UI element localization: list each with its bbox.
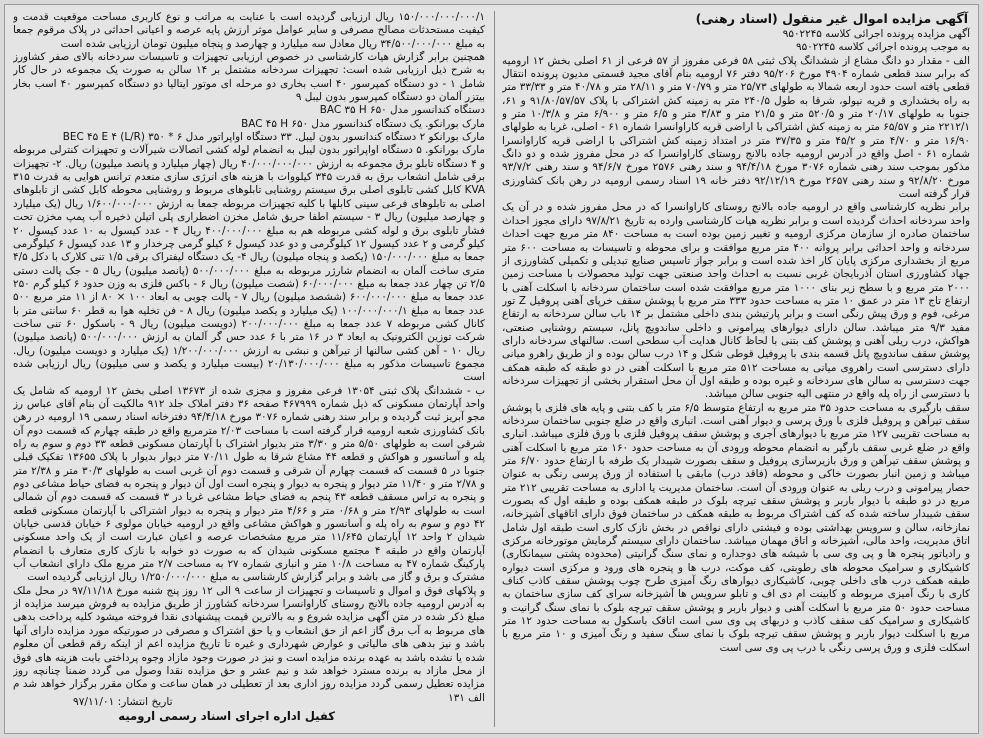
condenser-model-line-2: مارک بورانکو. یک دستگاه کندانسور مدل BAC ۴۵ H ۶۵۰ <box>241 117 485 130</box>
condenser-model-line: دستگاه کندانسور مدل BAC ۳۵ H ۶۵۰ <box>319 104 485 117</box>
newspaper-clipping <box>4 4 979 734</box>
notice-title: آگهی مزایده اموال غیر منقول (اسناد رهنی) <box>695 11 968 26</box>
case-number-line: آگهی مزایده پرونده اجرائی کلاسه ۹۵۰۲۲۴۵ <box>782 28 970 40</box>
valuation-paragraph: ۱۵۰/۰۰۰/۰۰۰/۰۰۰/۱ ریال ارزیابی گردیده است با عنایت به مراتب و نوع کاربری مساحت موقعیت قدمت و کیفیت مستحدثات مصالح مصرفی و سایر عوامل موثر ارزش پایه عرصه و اعیانی احداثی در پلاک مرقوم جمعا به مبلغ ۳۴/۵۰۰/۰۰۰/۰۰۰ ریال معادل سه میلیارد و چهارصد و پنجاه میلیون تومان ارزیابی شده است <box>13 11 485 50</box>
expert-opinion-paragraph: برابر نظریه کارشناسی واقع در ارومیه جاده بالانج روستای کاراوانسرا که در محل مفروز شده و در آن یک واحد سردخانه احداث گردیده است و برابر نظریه هیات کارشناسی وارده به تاریخ ۹۷/۸/۲۱ دارای مجوز احداث ساختمان صادره از سازمان مرکزی ارومیه و تغییر زمین بوده است به مساحت ۸۴۰ متر مربع جهت احداث سردخانه و واحد احداثی برابر پروانه ۴۰۰ متر مربع موافقت و برای محوطه و تاسیسات به مساحت ۶۰۰ متر مربع از بخشداری مرکزی پایان کار اخذ شده است و برابر جواز تاسیس صنایع تبدیلی و تکمیلی کشاورزی از جهاد کشاورزی استان آذربایجان غربی نسبت به احداث واحد صنعتی جهت تولید محصولات با مساحت زمین ۲۰۰۰ متر مربع و با سطح زیر بنای ۱۰۰۰ متر مربع موافقت شده است ساختمان سردخانه با اسکلت آهنی با ارتفاع تاج ۱۳ متر در عمق ۱۰ متر به مساحت حدود ۳۳۳ متر مربع با پوشش سقف خرپای آهنی پروفیل Z تور مرغی، فوم و ورق پیش رنگی است و برابر پارتیشن بندی داخلی مشتمل بر ۱۴ باب سالن سردخانه به ارتفاع مفید ۹/۳ متر میباشد. سالن دارای دیوارهای پیرامونی و داخلی ساندویچ پانل، سیستم روشنایی صنعتی، هواکش، درب ریلی آهنی و پوشش کف بتنی با لحاظ کانال هدایت آب سطحی است. سالنهای سردخانه دارای پوشش سقف ساندویچ پانل قسمه بندی با پروفیل قوطی شکل و ۱۴ درب سالن بوده و از طریق راهرو میانی دارای دسترسی است راهروی میانی به مساحت ۵۱۲ متر مربع با اسکلت آهنی در دو طبقه که طبقه همکف جهت دسترسی به سالن های سردخانه و غیره بوده و طبقه اول آن محل استقرار بخشی از تجهیزات سردخانه با دسترسی از راه پله واقع در منتهی الیه جنوبی سالن میباشد. <box>502 201 970 401</box>
publication-date: تاریخ انتشار: ۹۷/۱۱/۰۱ <box>73 696 173 708</box>
case-reference-line: به موجب پرونده اجرائی کلاسه ۹۵۰۲۲۴۵ <box>796 41 970 54</box>
property-description-paragraph: الف - مقدار دو دانگ مشاع از ششدانگ پلاک ثبتی ۵۸ فرعی مفروز از ۵۷ فرعی از ۶۱ اصلی بخش ۱۲ ارومیه که برابر سند قطعی شماره ۴۹۰۴ مورخ ۹۵/۲۰۶ دفتر ۷۶ ارومیه بنام آقای مجید قسمتی مدیون پرونده انتقال قطعی یافته است حدود اربعه شمالا به طولهای ۲۵/۷۳ متر و ۷۰/۷۹ متر و ۲۸/۱۱ متر و ۴۰/۷۸ متر و ۳۳/۳۳ متر به راه بخشداری و قریه نیولو، شرقا به طول ۲۴۰/۵ متر به زمینه کش اشتراکی با پلاک ۹۱/۸۰/۵۷/۵۷ و ۶۱، جنوبا به طولهای ۲۰/۱۷ متر و ۵۲۰/۵ متر و ۲۱/۵ متر و ۳/۸۳ متر و ۶/۵ متر و ۶/۹۰۰ متر و ۱۰/۳/۸ متر و ۲۲۱۲/۱ متر و ۶۵/۵۷ متر به زمینه کش اشتراکی با اراضی قریه کاراوانسرا شماره ۶۱ - اصلی، غربا به طولهای ۱۶/۹۰ متر و ۴/۷۰ متر و ۴۵/۲ متر و ۳۷/۳۵ متر در امتداد زمینه کش اشتراکی با اراضی قریه کاراوانسرا شماره ۶۱ - اصل واقع در آدرس ارومیه جاده بالانج روستای کاراوانسرا که در محل مفروز شده و دو دانگ مذکور بموجب سند رهنی شماره ۳۰۷۶ مورخ ۹۴/۴/۱۸ و سند رهنی ۲۵۷۶ مورخ ۹۴/۶/۷ و سند رهنی ۹۳/۷/۲ مورخ ۹۲/۸/۲۰ و سند رهنی ۲۶۵۷ مورخ ۹۲/۱۲/۱۹ دفتر خانه ۱۹ اسناد رسمی ارومیه در رهن بانک کشاورزی قرار گرفته است <box>502 54 970 201</box>
signature-block <box>13 695 485 723</box>
column-divider <box>494 11 495 727</box>
building-details-paragraph: سقف بارگیری به مساحت حدود ۳۵ متر مربع به ارتفاع متوسط ۶/۵ متر با کف بتنی و پایه های فلزی با پوشش سقف تیرآهن و پروفیل فلزی با ورق پرسی و دیوار آهنی است. انباری واقع در ضلع جنوبی ساختمان سردخانه به مساحت تقریبی ۱۲۷ متر مربع با دیوارهای آجری و پوشش سقف پروفیل فلزی با ورق فلزی میباشد. انباری واقع در ضلع غربی سقف بارگیر به انضمام محوطه ورودی آن به مساحت حدود ۱۶۰ متر مربع با اسکلت آهنی و پوشش سقف تیرآهن و ورق بازیرسازی پروفیل و سقف بصورت شیبدار یک طرفه با ارتفاع حدود ۶/۷۰ متر میباشد و زمین انبار بصورت خاکی و محوطه (فاقد درب) مابقی با استفاده از ورق پرسی رنگی به عنوان حصار پیرامونی و درب ریلی به عنوان ورودی آن است. ساختمان مدیریت یا اداری به مساحت تقریبی ۲۱۲ متر مربع در دو طبقه با دیوار باربر و پوشش سقف تیرچه بلوک در طبقه همکف بوده و طبقه اول که بصورت سقف شیبدار ساخته شده که کف اشتراک مربوط به طبقه همکف در ساختمان فوق دارای اتاقهای آشپزخانه، نمازخانه، سالن و سرویس بهداشتی بوده و فیشتی دارای نواقص در بخش نازک کاری است طبقه اول شامل اتاق مدیریت، واحد مالی، آشپزخانه و اتاق مهمان میباشد. ساختمان دارای سیستم گرمایش موتورخانه مرکزی و رادیاتور پنجره ها و پی وی سی با شیشه های دوجداره و نمای سنگ گرانیتی (محدوده پشتی سیمانکاری) کاشیکاری و سرامیک محوطه های رطوبتی، کف موکت، درب ها و پنجره های ورود و مرکزی است دیواره طبقه همکف درب های داخلی چوبی، کاشیکاری دیوارهای رنگ آمیزی طرح چوب پوشش سقف کاذب کناف کاری با رنگ آمیزی مربوطه و کابینت ام دی اف و تابلو سرویس ها آشپزخانه سرای کف سازی ساختمان به مساحت حدود ۵۰ متر مربع با اسکلت آهنی و دیوار باربر و پوشش سقف تیرچه بلوک با نمای سنگ گرانیت و کاشیکاری و سرامیک کف سقف کاذب و دربهای پی وی سی است اتاقک باسکول به مساحت حدود ۱۲ متر مربع با اسکلت دیوار باربر و پوشش سقف تیرچه بلوک با نمای سنگ سفید و رنگ آمیزی و ۱۰ متر مربع با اسکلت فلزی و ورق پرسی رنگی با درب پی وی سی است <box>502 401 970 654</box>
apartment-paragraph: ب - ششدانگ پلاک ثبتی ۱۳۰۵۴ فرعی مفروز و مجزی شده از ۱۳۶۷۳ اصلی بخش ۱۲ ارومیه که شامل یک واحد آپارتمان مسکونی که ذیل شماره ۴۶۷۹۹۹ صفحه ۳۶ دفتر املاک جلد ۹۱۲ مالکیت آن بنام آقای عباس رز مجو آبریز ثبت گردیده و برابر سند رهنی شماره ۳۰۷۶ مورخ ۹۴/۴/۱۸ دفترخانه اسناد رسمی ۱۹ ارومیه در رهن بانک کشاورزی شعبه ارومیه قرار گرفته است با مساحت ۲/۰۳ مترمربع واقع در طبقه چهارم که قسمت دوم آن شرقی است به طولهای ۵/۵۰ متر و ۳/۳۰ متر بدیوار اشتراک با آپارتمان مسکونی قطعه ۳۳ دوم و سوم به راه پله و آسانسور و هواکش و قطعه ۴۴ مشاع شرقا به طول ۷۰/۱۱ متر دیوار بدیوار با پلاک ۱۳۶۵۵ تفکیک قبلی جنوبا در ۵ قسمت که قسمت چهارم آن شرقی و قسمت دوم آن غربی است به طولهای ۳۰/۳ متر و ۲/۳۸ متر و ۲/۷۸ متر و ۱۱/۴۰ متر دیوار و پنجره به دیوار و پنجره است اول آن دیوار و پنجره به فضای حیاط مشاعی دوم و پنجره به تراس مسقف قطعه ۴۳ پنجم به فضای حیاط مشاعی غربا در ۳ قسمت که قسمت دوم آن شمالی است به طولهای ۲/۹۳ متر و ۰/۶۸ متر و ۴/۶۶ متر دیوار و پنجره به دیوار اشتراکی با آپارتمان مسکونی قطعه ۴۲ دوم و سوم به راه پله و آسانسور و هواکش مشاعی واقع در ارومیه خیابان مولوی ۶ خیابان قدسی خیابان شیدان ۲ واحد ۱۲ آپارتمان ۱۱/۶۴۵ متر مربع مشخصات عرصه و اعیان عبارت است از یک واحد مسکونی آپارتمان واقع در طبقه ۴ مجتمع مسکونی شیدان که به صورت دو خوابه با نازک کاری متعارف با انضمام پارکینگ شماره ۴۷ به مساحت ۱۰/۸ متر و انباری شماره ۲۷ به مساحت ۲/۷ متر مربع ملک دارای انشعاب آب مشترک و برق و گاز می باشد و برابر گزارش کارشناسی به مبلغ ۱/۲۵۰/۰۰۰/۰۰۰ ریال ارزیابی گردیده است <box>13 384 485 584</box>
right-column <box>502 11 970 727</box>
equipment-intro-paragraph: همچنین برابر گزارش هیات کارشناسی در خصوص ارزیابی تجهیزات و تاسیسات سردخانه بالای صفر کشاورز به شرح ذیل ارزیابی شده است: تجهیزات سردخانه مشتمل بر ۱۴ سالن به صورت یک مجموعه در حال کار شامل ۱ - دو دستگاه کمپرسور ۴۰ اسب بخاری دو مرحله ای موتور ایتالیا دو دستگاه کمپرسور ۴۰ اسب بخار بیتزر آلمان دو دستگاه کمپرسور بدون لیبل ۹ <box>13 51 485 104</box>
equipment-list-paragraph: مارک بورانکو. ۵ دستگاه اواپراتور بدون لیبل به انضمام لوله کشی اتصالات شیرآلات و تجهیزات کنترلی مربوطه و ۴ دستگاه تابلو برق مجموعه به ارزش ۴۰/۰۰۰/۰۰۰/۰۰۰ ریال (چهار میلیارد و پانصد میلیون) ریال. ۲- تجهیزات برقی شامل انشعاب برق به قدرت ۳۴۵ کیلووات با هزینه های انرژی سازی منعدم ترانس هوایی به قدرت ۳۱۵ KVA کابل کشی تابلوی اصلی برق سیستم روشنایی تابلوهای مربوط و روشنایی محوطه کابل کشی از تابلوهای اصلی به تابلوهای فرعی سینی کابلها با کلیه تجهیزات مربوطه جمعا به ارزش ۱/۶۰۰/۰۰۰/۰۰۰ ریال (یک میلیارد و چهارصد میلیون) ریال ۳ - سیستم اطفا حریق شامل مخزن اضطراری پلی اتیلن ذخیره آب پمپ مخزن تحت فشار تابلوی برق و لوله کشی مربوطه هم به مبلغ ۴۰۰/۰۰۰/۰۰۰ ریال ۴ - عدد کیسول به ۱۰ عدد کیسول ۲۰ کیلو گرمی و ۲ عدد کیسول ۱۲ کیلوگرمی و دو عدد کیسول ۶ کیلو گرمی چرخدار و ۱۳ عدد کیسول ۶ کیلوگرمی جمعا به مبلغ ۱۵۰/۰۰۰/۰۰۰ (یکصد و پنجاه میلیون) ریال ۴- یک دستگاه لیفتراک برقی ۱/۵ تنی کلارک با دکل ۴/۵ متری ساخت آلمان به انضمام شارژر مربوطه به مبلغ ۵۰۰/۰۰۰/۰۰۰ (پانصد میلیون) ریال ۵ - جک پالت دستی ۲/۵ تن چهار عدد جمعا به مبلغ ۶۰/۰۰۰/۰۰۰ (شصت میلیون) ریال ۶ - باکس فلزی به وزن حدود ۶ کیلو گرم ۲۵۰ عدد جمعا به مبلغ ۶۰۰/۰۰۰/۰۰۰ (ششصد میلیون) ریال ۷ - پالت چوبی به ابعاد ۱۰۰ × ۸۰ از ۱۱ متر مربع ۵۰۰ عدد جمعا به مبلغ ۱۰۰/۰۰۰/۰۰۰/۱ (یک میلیارد و یکصد میلیون) ریال ۸ - فن تخلیه هوا به قطر ۶۰ سانتی متر با کانال کشی مربوطه ۷ عدد جمعا به مبلغ ۲۰۰/۰۰۰/۰۰۰ (دویست میلیون) ریال ۹ - باسکول ۶۰ تنی ساخت شرکت توزین الکترونیک به ابعاد ۳ در ۱۶ متر با ۶ عدد حس گر آلمان به ارزش ۵۰۰/۰۰۰/۰۰۰ (پانصد میلیون) ریال ۱۰ - آهن کشی سالنها از تیرآهن و نبشی به ارزش ۱/۲۰۰/۰۰۰/۰۰۰ (یک میلیارد و دویست میلیون) ریال. مجموع تاسیسات مذکور به مبلغ ۲۰/۱۳۰/۰۰۰/۰۰۰ (بیست میلیارد و یکصد و سی میلیون) ریال ارزیابی شده است <box>13 144 485 384</box>
evaporator-model-line: مارک بورانکو ۲ دستگاه کندانسور بدون لیبل. ۳۳ دستگاه اواپراتور مدل BEC ۴۵ E ۴ (L/R) ۳۵۰ * ۶ <box>62 131 485 144</box>
signature-name: کفیل اداره اجرای اسناد رسمی ارومیه <box>118 709 335 723</box>
left-column <box>13 11 485 727</box>
auction-terms-paragraph: و پلاکهای فوق و اموال و تاسیسات و تجهیزات از ساعت ۹ الی ۱۲ روز پنج شنبه مورخ ۹۷/۱۱/۱۸ در محل ملک به آدرس ارومیه جاده بالانج روستای کاراوانسرا سردخانه کشاورز از طریق مزایده به فروش میرسد مزایده از مبلغ ذکر شده در متن آگهی مزایده شروع و به بالاترین قیمت پیشنهادی نقدا فروخته میشود کلیه پرداخت بدهی های مربوط به آب برق گاز اعم از حق انشعاب و یا حق اشتراک و مصرفی در صورتیکه مورد مزایده دارای آنها باشد و نیز بدهی های مالیاتی و عوارض شهرداری و غیره تا تاریخ مزایده اعم از اینکه رقم قطعی آن معلوم شده یا نشده باشد به عهده برنده مزایده است و نیز در صورت وجود مازاد وجوه پرداختی بابت هزینه های فوق از محل مازاد به برنده مسترد خواهد شد و نیم عشر و حق مزایده نقدا وصول می گردد ضمنا چنانچه روز مزایده تعطیل رسمی گردد مزایده روز اداری بعد از تعطیلی در همان ساعت و مکان مقرر برگزار خواهد شد م الف ۱۳۱ <box>13 584 485 704</box>
